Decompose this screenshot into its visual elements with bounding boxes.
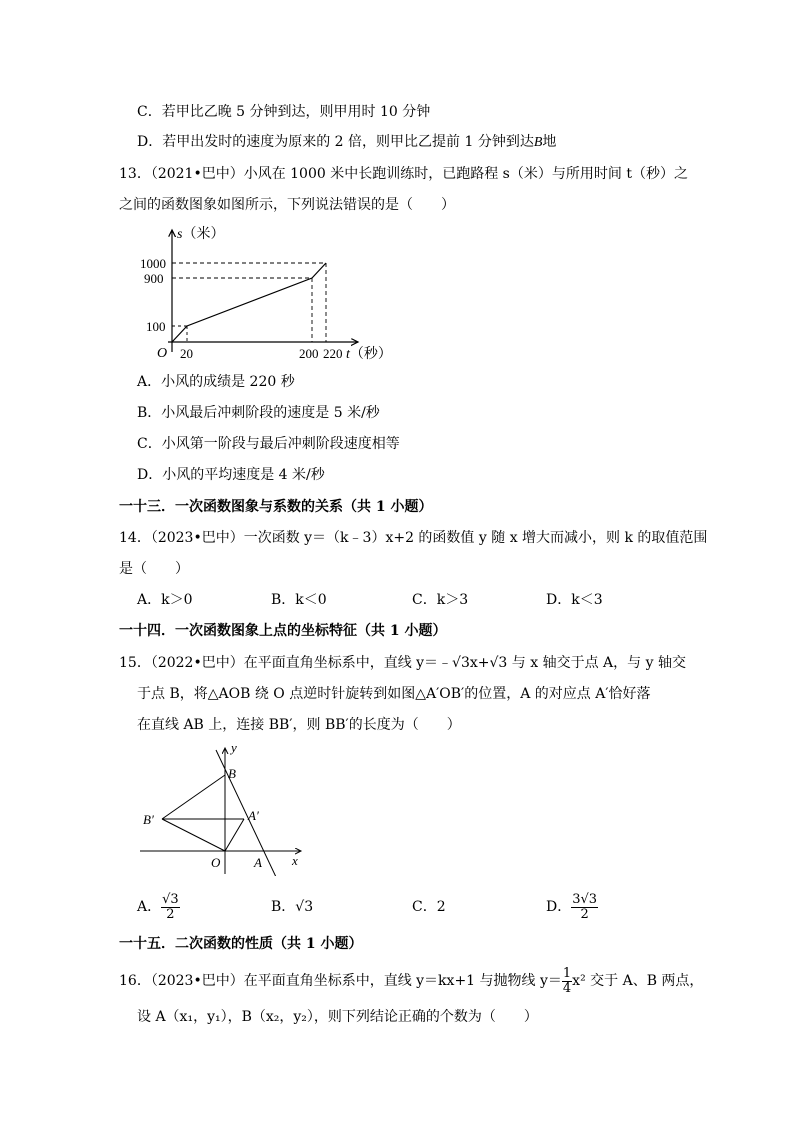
q15-option-c: C．2 [412, 899, 446, 915]
q15-stem-line1: 15．（2022•巴中）在平面直角坐标系中，直线 y＝﹣√3x+√3 与 x 轴交于点 A，与 y 轴交 [119, 655, 686, 671]
q12-option-c: C．若甲比乙晚 5 分钟到达，则甲用时 10 分钟 [137, 104, 431, 120]
q15-stem-line3: 在直线 AB 上，连接 BB′，则 BB′的长度为（ ） [137, 717, 461, 733]
q15-stem-line2: 于点 B，将△AOB 绕 O 点逆时针旋转到如图△A′OB′的位置，A 的对应点 A′恰好落 [137, 686, 651, 702]
q14-option-a: A．k＞0 [137, 592, 193, 608]
section-15-heading: 一十五．二次函数的性质（共 1 小题） [119, 936, 363, 952]
q16-stem-line1: 16．（2023•巴中）在平面直角坐标系中，直线 y＝kx+1 与抛物线 y＝ $\frac{1}{4}$ x² 交于 A、B 两点， [119, 965, 704, 996]
q14-stem-line2: 是（ ） [119, 561, 189, 577]
segment-bprime-o [162, 819, 225, 851]
ytick-100: 100 [146, 319, 166, 334]
q15-option-a: A． $\frac{√3}{2}$ [137, 891, 179, 922]
section-14-heading: 一十四．一次函数图象上点的坐标特征（共 1 小题） [119, 623, 447, 639]
xtick-220: 220 [323, 346, 343, 361]
xtick-20: 20 [180, 346, 193, 361]
q13-option-b: B．小风最后冲刺阶段的速度是 5 米/秒 [137, 405, 380, 421]
section-13-heading: 一十三．一次函数图象与系数的关系（共 1 小题） [119, 499, 433, 515]
segment-o-aprime [225, 819, 244, 851]
q13-option-d: D．小风的平均速度是 4 米/秒 [137, 467, 325, 483]
fig-label-bprime: B′ [143, 812, 154, 827]
q15-rotation-figure [136, 744, 306, 876]
origin-label: O [157, 346, 168, 361]
fig-label-b: B [228, 766, 236, 781]
xtick-200: 200 [299, 346, 319, 361]
q14-option-b: B．k＜0 [271, 592, 327, 608]
fig-label-aprime: A′ [248, 808, 259, 823]
x-axis-label: t（秒） [346, 347, 392, 362]
ytick-1000: 1000 [140, 256, 166, 271]
q14-stem-line1: 14．（2023•巴中）一次函数 y＝（k﹣3）x+2 的函数值 y 随 x 增大而减小，则 k 的取值范围 [119, 530, 708, 546]
fig-label-a: A [254, 855, 262, 870]
distance-curve [172, 263, 326, 342]
q13-stem-line1: 13．（2021•巴中）小风在 1000 米中长跑训练时，已跑路程 s（米）与所用时间 t（秒）之 [119, 166, 688, 182]
ytick-900: 900 [144, 271, 164, 286]
fig-label-y: y [231, 744, 237, 755]
fig-label-x: x [292, 853, 298, 868]
q13-option-c: C．小风第一阶段与最后冲刺阶段速度相等 [137, 436, 400, 452]
q15-option-d: D． $\frac{3√3}{2}$ [546, 891, 598, 922]
q15-option-b: B．√3 [271, 899, 314, 915]
q12-option-d: D．若甲出发时的速度为原来的 2 倍，则甲比乙提前 1 分钟到达B地 [137, 134, 557, 150]
fig-label-o: O [211, 855, 221, 870]
segment-bprime-b [162, 775, 225, 819]
q13-distance-time-graph [140, 224, 400, 369]
q13-option-a: A．小风的成绩是 220 秒 [137, 374, 295, 390]
y-axis-label: s（米） [177, 227, 225, 242]
q16-stem-line2: 设 A（x₁，y₁），B（x₂，y₂），则下列结论正确的个数为（ ） [137, 1009, 538, 1025]
q14-option-d: D．k＜3 [546, 592, 603, 608]
q13-stem-line2: 之间的函数图象如图所示，下列说法错误的是（ ） [119, 197, 455, 213]
q14-option-c: C．k＞3 [412, 592, 469, 608]
